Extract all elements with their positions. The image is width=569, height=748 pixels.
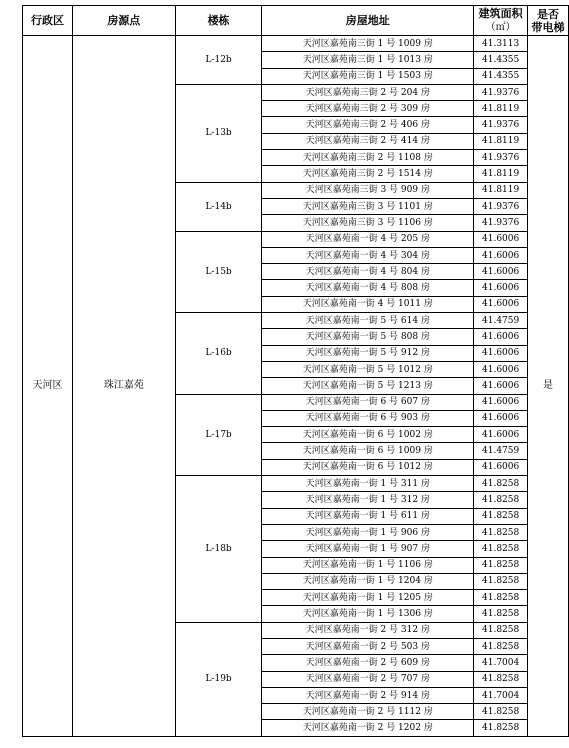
area-cell: 41.6006: [474, 378, 528, 394]
address-cell: 天河区嘉苑南一街 4 号 1011 房: [262, 296, 474, 312]
address-cell: 天河区嘉苑南一街 2 号 503 房: [262, 638, 474, 654]
address-cell: 天河区嘉苑南三街 1 号 1013 房: [262, 52, 474, 68]
elevator-cell: 是: [528, 36, 569, 737]
header-source: 房源点: [72, 6, 175, 36]
address-cell: 天河区嘉苑南一街 1 号 1204 房: [262, 573, 474, 589]
address-cell: 天河区嘉苑南一街 4 号 804 房: [262, 264, 474, 280]
building-cell: L-15b: [175, 231, 262, 312]
address-cell: 天河区嘉苑南一街 6 号 903 房: [262, 410, 474, 426]
area-cell: 41.4355: [474, 52, 528, 68]
address-cell: 天河区嘉苑南一街 5 号 912 房: [262, 345, 474, 361]
district-cell: 天河区: [23, 36, 73, 737]
area-cell: 41.8258: [474, 606, 528, 622]
area-cell: 41.8119: [474, 182, 528, 198]
header-elevator: [528, 6, 569, 36]
address-cell: 天河区嘉苑南一街 1 号 1106 房: [262, 557, 474, 573]
address-cell: 天河区嘉苑南一街 1 号 1205 房: [262, 590, 474, 606]
area-cell: 41.8258: [474, 541, 528, 557]
address-cell: 天河区嘉苑南三街 1 号 1503 房: [262, 68, 474, 84]
header-area: [474, 6, 528, 36]
address-cell: 天河区嘉苑南三街 2 号 204 房: [262, 84, 474, 100]
housing-table: [22, 5, 569, 737]
address-cell: 天河区嘉苑南一街 1 号 611 房: [262, 508, 474, 524]
area-cell: 41.8258: [474, 671, 528, 687]
address-cell: 天河区嘉苑南三街 2 号 1108 房: [262, 150, 474, 166]
area-cell: 41.9376: [474, 198, 528, 214]
address-cell: 天河区嘉苑南一街 5 号 1213 房: [262, 378, 474, 394]
area-cell: 41.6006: [474, 459, 528, 475]
area-cell: 41.8258: [474, 704, 528, 720]
area-cell: 41.8258: [474, 492, 528, 508]
area-cell: 41.8258: [474, 573, 528, 589]
area-cell: 41.6006: [474, 329, 528, 345]
address-cell: 天河区嘉苑南一街 2 号 1202 房: [262, 720, 474, 736]
area-cell: 41.7004: [474, 687, 528, 703]
building-cell: L-16b: [175, 313, 262, 394]
area-cell: 41.8119: [474, 133, 528, 149]
address-cell: 天河区嘉苑南三街 2 号 406 房: [262, 117, 474, 133]
area-cell: 41.8258: [474, 524, 528, 540]
area-cell: 41.3113: [474, 36, 528, 52]
table-header-row: [23, 6, 569, 36]
area-cell: 41.9376: [474, 215, 528, 231]
source-cell: 珠江嘉苑: [72, 36, 175, 737]
area-cell: 41.8119: [474, 101, 528, 117]
address-cell: 天河区嘉苑南一街 5 号 614 房: [262, 313, 474, 329]
building-cell: L-14b: [175, 182, 262, 231]
address-cell: 天河区嘉苑南一街 6 号 607 房: [262, 394, 474, 410]
address-cell: 天河区嘉苑南三街 2 号 309 房: [262, 101, 474, 117]
address-cell: 天河区嘉苑南三街 1 号 1009 房: [262, 36, 474, 52]
building-cell: L-13b: [175, 84, 262, 182]
address-cell: 天河区嘉苑南一街 2 号 609 房: [262, 655, 474, 671]
header-elevator-line1: 是否: [537, 7, 560, 21]
area-cell: 41.8258: [474, 720, 528, 736]
header-elevator-line2: 带电梯: [531, 20, 565, 34]
area-cell: 41.6006: [474, 410, 528, 426]
table-row: [23, 36, 569, 52]
address-cell: 天河区嘉苑南一街 2 号 1112 房: [262, 704, 474, 720]
area-cell: 41.8258: [474, 508, 528, 524]
area-cell: 41.8258: [474, 622, 528, 638]
header-area-line1: 建筑面积: [478, 7, 523, 20]
address-cell: 天河区嘉苑南一街 2 号 914 房: [262, 687, 474, 703]
table-body: [23, 36, 569, 737]
area-cell: 41.6006: [474, 361, 528, 377]
area-cell: 41.6006: [474, 231, 528, 247]
address-cell: 天河区嘉苑南一街 1 号 907 房: [262, 541, 474, 557]
header-building: 楼栋: [175, 6, 262, 36]
address-cell: 天河区嘉苑南三街 2 号 414 房: [262, 133, 474, 149]
area-cell: 41.4355: [474, 68, 528, 84]
area-cell: 41.8258: [474, 476, 528, 492]
address-cell: 天河区嘉苑南一街 4 号 808 房: [262, 280, 474, 296]
area-cell: 41.6006: [474, 280, 528, 296]
address-cell: 天河区嘉苑南一街 2 号 312 房: [262, 622, 474, 638]
address-cell: 天河区嘉苑南一街 1 号 1306 房: [262, 606, 474, 622]
area-cell: 41.9376: [474, 84, 528, 100]
area-cell: 41.9376: [474, 150, 528, 166]
address-cell: 天河区嘉苑南三街 3 号 1101 房: [262, 198, 474, 214]
address-cell: 天河区嘉苑南一街 5 号 1012 房: [262, 361, 474, 377]
area-cell: 41.4759: [474, 443, 528, 459]
area-cell: 41.6006: [474, 427, 528, 443]
address-cell: 天河区嘉苑南三街 2 号 1514 房: [262, 166, 474, 182]
building-cell: L-19b: [175, 622, 262, 736]
address-cell: 天河区嘉苑南一街 6 号 1012 房: [262, 459, 474, 475]
address-cell: 天河区嘉苑南一街 1 号 906 房: [262, 524, 474, 540]
address-cell: 天河区嘉苑南一街 6 号 1002 房: [262, 427, 474, 443]
area-cell: 41.8258: [474, 590, 528, 606]
address-cell: 天河区嘉苑南一街 1 号 312 房: [262, 492, 474, 508]
building-cell: L-18b: [175, 476, 262, 623]
building-cell: L-12b: [175, 36, 262, 85]
area-cell: 41.7004: [474, 655, 528, 671]
address-cell: 天河区嘉苑南三街 3 号 909 房: [262, 182, 474, 198]
address-cell: 天河区嘉苑南一街 5 号 808 房: [262, 329, 474, 345]
area-cell: 41.6006: [474, 264, 528, 280]
area-cell: 41.8258: [474, 557, 528, 573]
building-cell: L-17b: [175, 394, 262, 475]
area-cell: 41.8258: [474, 638, 528, 654]
area-cell: 41.8119: [474, 166, 528, 182]
address-cell: 天河区嘉苑南三街 3 号 1106 房: [262, 215, 474, 231]
header-area-line2: （㎡）: [485, 22, 516, 33]
area-cell: 41.4759: [474, 313, 528, 329]
area-cell: 41.6006: [474, 247, 528, 263]
address-cell: 天河区嘉苑南一街 2 号 707 房: [262, 671, 474, 687]
address-cell: 天河区嘉苑南一街 6 号 1009 房: [262, 443, 474, 459]
area-cell: 41.9376: [474, 117, 528, 133]
header-address: 房屋地址: [262, 6, 474, 36]
address-cell: 天河区嘉苑南一街 4 号 304 房: [262, 247, 474, 263]
area-cell: 41.6006: [474, 345, 528, 361]
area-cell: 41.6006: [474, 296, 528, 312]
header-district: 行政区: [23, 6, 73, 36]
address-cell: 天河区嘉苑南一街 4 号 205 房: [262, 231, 474, 247]
address-cell: 天河区嘉苑南一街 1 号 311 房: [262, 476, 474, 492]
area-cell: 41.6006: [474, 394, 528, 410]
